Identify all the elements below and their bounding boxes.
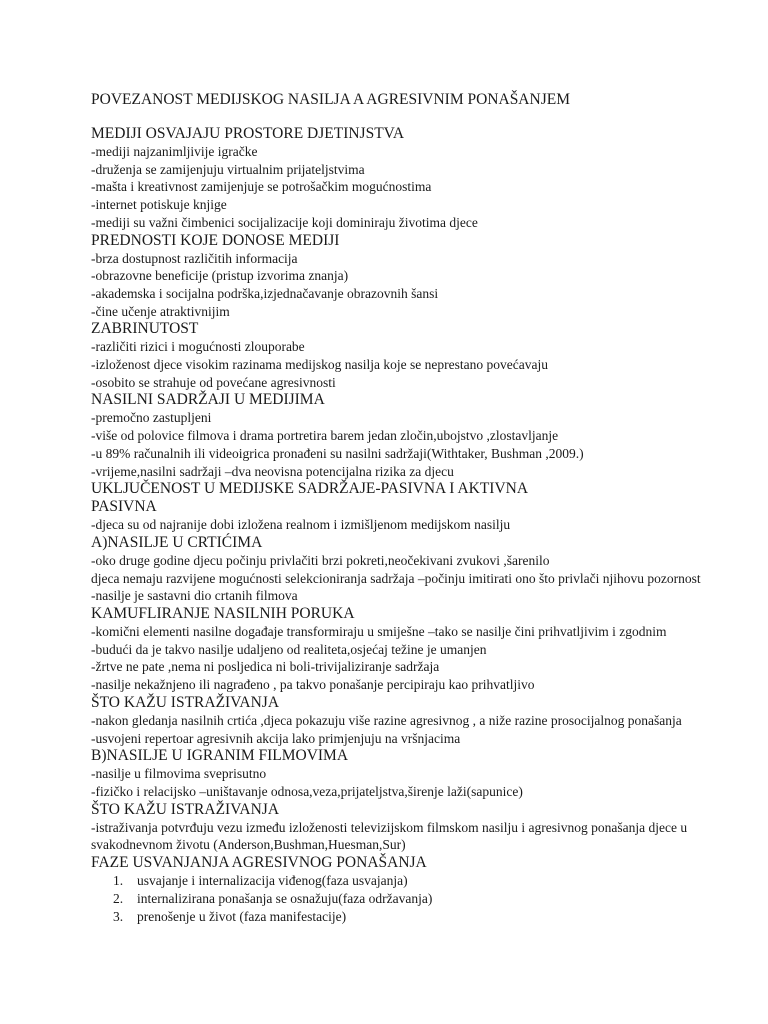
text-line: -internet potiskuje knjige [91, 197, 227, 213]
text-line: -druženja se zamijenjuju virtualnim prijateljstvima [91, 161, 365, 177]
text-line: -vrijeme,nasilni sadržaji –dva neovisna potencijalna rizika za djecu [91, 463, 454, 479]
text-line: -u 89% računalnih ili videoigrica pronađeni su nasilni sadržaji(Withtaker, Bushman ,2009.) [91, 445, 584, 461]
text-line: -čine učenje atraktivnijim [91, 303, 230, 319]
section-heading: UKLJUČENOST U MEDIJSKE SADRŽAJE-PASIVNA I AKTIVNA [91, 480, 529, 498]
list-number: 1. [113, 873, 124, 889]
text-line: -djeca su od najranije dobi izložena realnom i izmišljenom medijskom nasilju [91, 517, 511, 533]
text-line: -različiti rizici i mogućnosti zlouporabe [91, 339, 305, 355]
section-heading: NASILNI SADRŽAJI U MEDIJIMA [91, 391, 325, 409]
text-line: -oko druge godine djecu počinju privlačiti brzi pokreti,neočekivani zvukovi ,šarenilo [91, 552, 550, 568]
text-line: -mašta i kreativnost zamijenjuje se potrošačkim mogućnostima [91, 179, 432, 195]
text-line: -usvojeni repertoar agresivnih akcija lako primjenjuju na vršnjacima [91, 730, 461, 746]
document-page [91, 91, 751, 925]
section-heading: FAZE USVANJANJA AGRESIVNOG PONAŠANJA [91, 854, 427, 872]
text-line: -mediji su važni čimbenici socijalizacije koji dominiraju životima djece [91, 214, 478, 230]
section-heading: PREDNOSTI KOJE DONOSE MEDIJI [91, 231, 340, 249]
text-line: -premočno zastupljeni [91, 410, 212, 426]
list-item [91, 890, 751, 908]
list-item-text: usvajanje i internalizacija viđenog(faza usvajanja) [137, 873, 408, 889]
text-line: -nasilje u filmovima sveprisutno [91, 766, 267, 782]
section-heading: ŠTO KAŽU ISTRAŽIVANJA [91, 693, 280, 711]
text-line: -izloženost djece visokim razinama medijskog nasilja koje se neprestano povećavaju [91, 357, 548, 373]
section-heading: ŠTO KAŽU ISTRAŽIVANJA [91, 800, 280, 818]
list-item [91, 872, 751, 890]
text-line: -mediji najzanimljivije igračke [91, 144, 258, 159]
list-number: 3. [113, 908, 124, 924]
numbered-list [91, 872, 751, 925]
text-line: -nakon gledanja nasilnih crtića ,djeca pokazuju više razine agresivnog , a niže razine prosocijalnog ponašanja [91, 712, 682, 728]
list-item-text: internalizirana ponašanja se osnažuju(faza održavanja) [137, 890, 433, 906]
text-line: -osobito se strahuje od povećane agresivnosti [91, 374, 336, 390]
text-line: -komični elementi nasilne događaje transformiraju u smiješne –tako se nasilje čini prihvatljivim i zgodnim [91, 624, 667, 640]
text-line: -nasilje nekažnjeno ili nagrađeno , pa takvo ponašanje percipiraju kao prihvatljivo [91, 677, 535, 693]
text-line: -obrazovne beneficije (pristup izvorima znanja) [91, 268, 349, 284]
text-line: -brza dostupnost različitih informacija [91, 250, 298, 266]
text-line: -žrtve ne pate ,nema ni posljedica ni boli-trivijaliziranje sadržaja [91, 659, 440, 675]
list-item-text: prenošenje u život (faza manifestacije) [137, 908, 347, 924]
section-heading: MEDIJI OSVAJAJU PROSTORE DJETINJSTVA [91, 125, 405, 142]
text-line: -akademska i socijalna podrška,izjednačavanje obrazovnih šansi [91, 285, 439, 301]
text-line: -više od polovice filmova i drama portretira barem jedan zločin,ubojstvo ,zlostavljanje [91, 428, 559, 444]
text-line: -budući da je takvo nasilje udaljeno od realiteta,osjećaj težine je umanjen [91, 641, 487, 657]
document-title: POVEZANOST MEDIJSKOG NASILJA A AGRESIVNIM PONAŠANJEM [91, 91, 570, 108]
text-line: -nasilje je sastavni dio crtanih filmova [91, 588, 298, 604]
section-heading: KAMUFLIRANJE NASILNIH PORUKA [91, 605, 355, 623]
subsection-heading: PASIVNA [91, 498, 157, 516]
text-line: -istraživanja potvrđuju vezu između izloženosti televizijskom filmskom nasilju i agresivnog ponašanja djece u svakodnevnom životu (Anderson,Bushman,Huesman,Sur) [91, 819, 688, 853]
list-number: 2. [113, 890, 124, 906]
section-heading: A)NASILJE U CRTIĆIMA [91, 533, 263, 551]
text-line: djeca nemaju razvijene mogućnosti selekcioniranja sadržaja –počinju imitirati ono što privlači njihovu pozornost [91, 570, 701, 586]
text-line: -fizičko i relacijsko –uništavanje odnosa,veza,prijateljstva,širenje laži(sapunice) [91, 783, 523, 799]
section-heading: B)NASILJE U IGRANIM FILMOVIMA [91, 747, 349, 765]
section-heading: ZABRINUTOST [91, 320, 199, 338]
list-item [91, 908, 751, 926]
